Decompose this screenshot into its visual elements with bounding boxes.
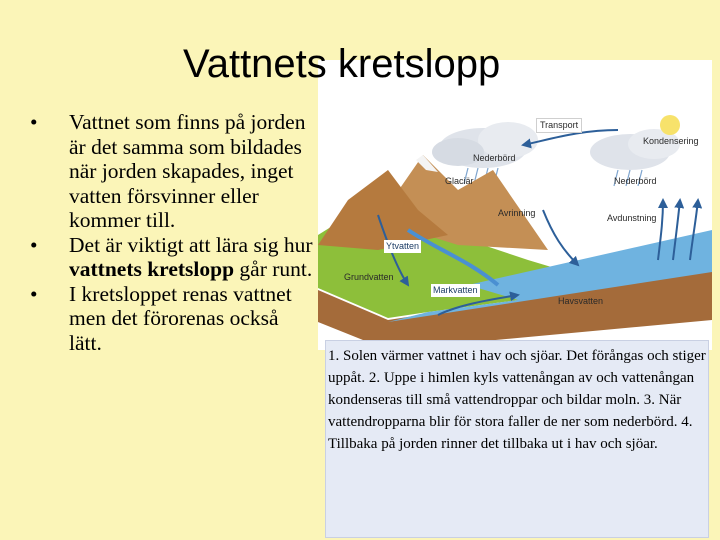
bullet-dot-icon: • (30, 232, 38, 257)
bullet-item (28, 110, 313, 233)
water-cycle-illustration (318, 60, 712, 350)
label-nederbord-right: Nederbörd (614, 176, 657, 186)
bullet-text: I kretsloppet renas vattnet men det förorenas också lätt. (69, 281, 292, 355)
bullet-dot-icon: • (30, 281, 38, 306)
sun-icon (660, 115, 680, 135)
label-glaciar: Glaciär (445, 176, 474, 186)
bullet-bold-text: vattnets kretslopp (69, 257, 235, 281)
label-transport: Transport (536, 118, 582, 133)
bullet-list (28, 110, 313, 355)
label-kondensering: Kondensering (643, 136, 699, 146)
bullet-item (28, 233, 313, 282)
slide-title: Vattnets kretslopp (183, 42, 501, 86)
bullet-item (28, 282, 313, 356)
water-cycle-diagram (318, 60, 712, 350)
caption-text: 1. Solen värmer vattnet i hav och sjöar. Det förångas och stiger uppåt. 2. Uppe i himlen kyls vattenångan av och vattenångan kondenseras till små vattendroppar och bildar moln. 3. När vattendropparna blir för stora faller de ner som nederbörd. 4. Tillbaka på jorden rinner det tillbaka ut i hav och sjöar. (328, 348, 706, 452)
caption-box (325, 340, 709, 538)
label-avrinning: Avrinning (498, 208, 536, 218)
bullet-text: går runt. (234, 257, 313, 281)
label-avdunstning: Avdunstning (607, 213, 657, 223)
bullet-text: Det är viktigt att lära sig hur (69, 232, 313, 257)
label-havsvatten: Havsvatten (558, 296, 604, 306)
bullet-dot-icon: • (30, 110, 38, 134)
label-markvatten: Markvatten (433, 285, 478, 295)
bullet-text: Vattnet som finns på jorden är det samma som bildades när jorden skapades, inget vatten försvinner eller kommer till. (69, 110, 306, 232)
label-ytvatten: Ytvatten (386, 241, 420, 251)
label-grundvatten: Grundvatten (344, 272, 394, 282)
label-nederbord-left: Nederbörd (473, 153, 516, 163)
